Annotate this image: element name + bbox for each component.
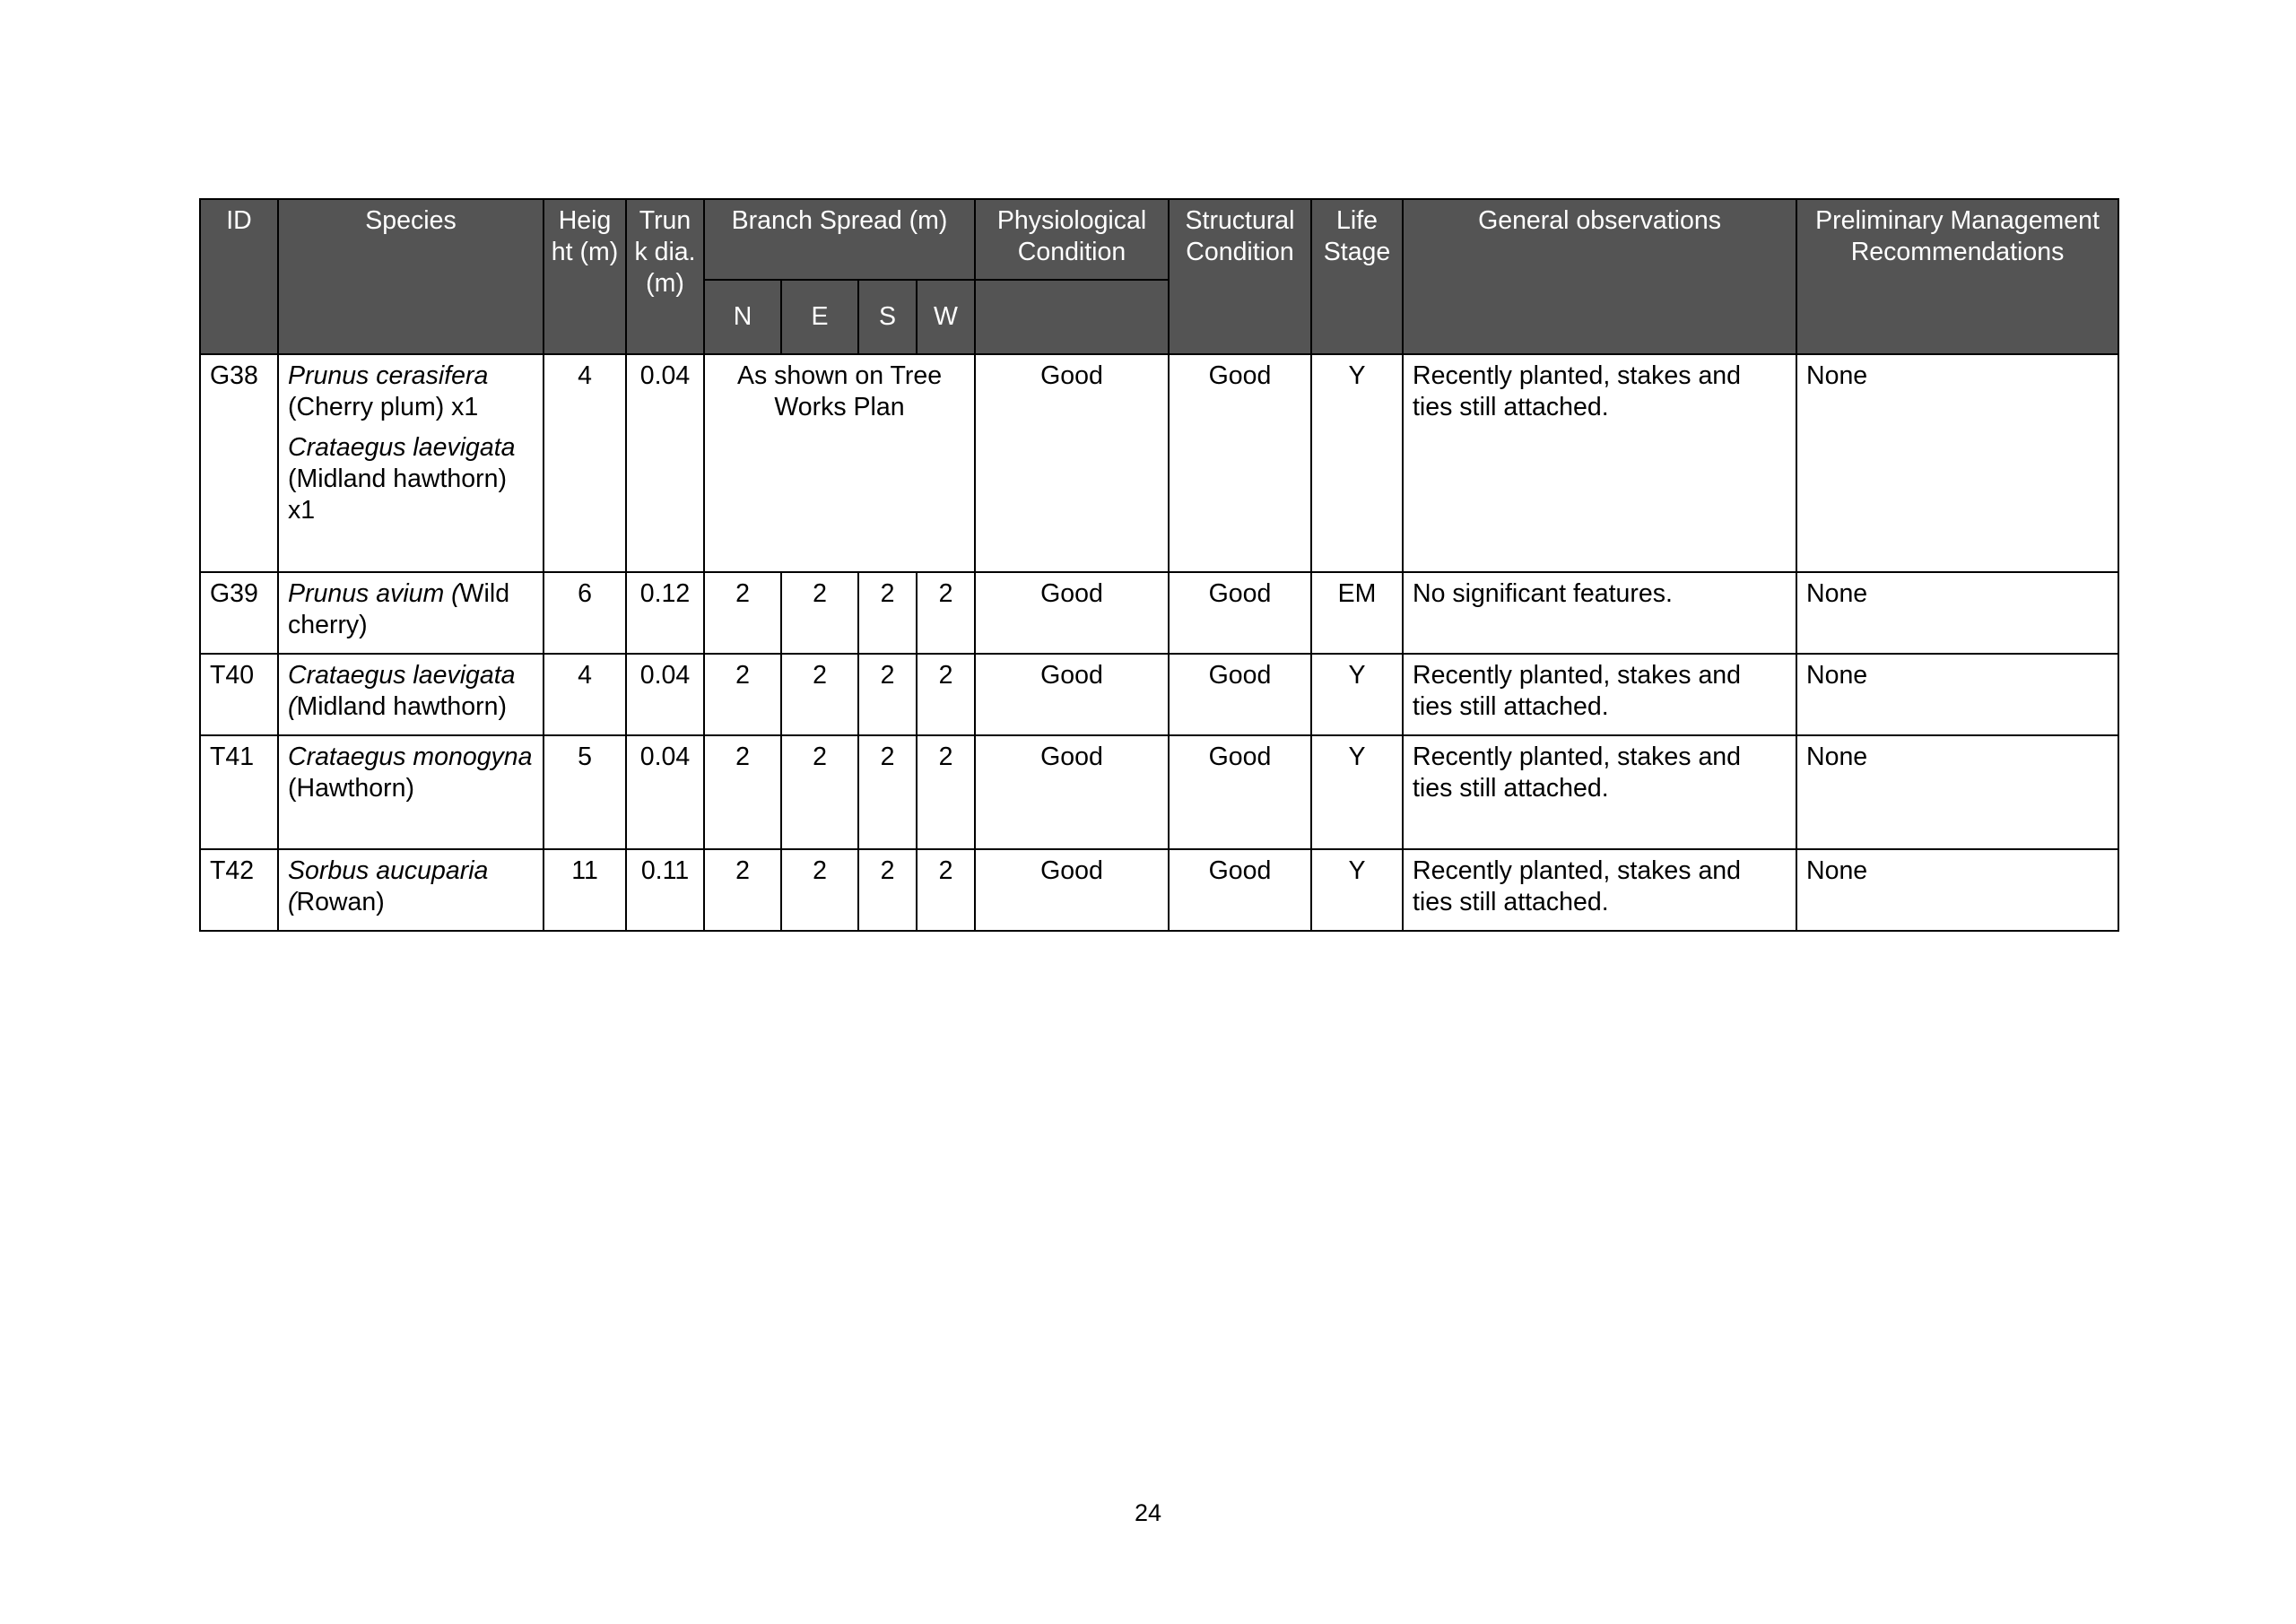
table-row: [200, 849, 2118, 931]
cell-spread-e: 2: [781, 654, 858, 735]
species-common: Midland hawthorn): [296, 692, 507, 721]
cell-observations: No significant features.: [1403, 572, 1796, 654]
cell-physiological: Good: [975, 354, 1169, 572]
cell-spread-s: 2: [858, 849, 917, 931]
cell-recommendations: None: [1796, 354, 2118, 572]
cell-spread-s: 2: [858, 654, 917, 735]
cell-id: T41: [200, 735, 278, 849]
species-latin: Crataegus laevigata (: [288, 661, 516, 721]
cell-life-stage: Y: [1311, 354, 1403, 572]
cell-recommendations: None: [1796, 572, 2118, 654]
header-physiological-condition: Physiological Condition: [975, 199, 1169, 280]
cell-spread-s: 2: [858, 572, 917, 654]
header-species: Species: [278, 199, 544, 354]
cell-structural: Good: [1169, 572, 1311, 654]
cell-recommendations: None: [1796, 735, 2118, 849]
table-row: [200, 572, 2118, 654]
cell-height: 11: [544, 849, 626, 931]
cell-physiological: Good: [975, 735, 1169, 849]
cell-structural: Good: [1169, 735, 1311, 849]
cell-spread-e: 2: [781, 572, 858, 654]
cell-observations: Recently planted, stakes and ties still attached.: [1403, 849, 1796, 931]
species-latin: Sorbus aucuparia (: [288, 856, 489, 916]
header-general-observations: General observations: [1403, 199, 1796, 354]
cell-trunk: 0.04: [626, 735, 704, 849]
table-row: [200, 654, 2118, 735]
species-latin: Prunus avium (: [288, 579, 460, 608]
header-spread-n: N: [704, 280, 781, 354]
page-number: 24: [1134, 1499, 1162, 1526]
cell-id: G38: [200, 354, 278, 572]
species-common: Rowan): [296, 888, 385, 916]
header-height: Heig ht (m): [544, 199, 626, 354]
cell-height: 4: [544, 354, 626, 572]
cell-spread-n: 2: [704, 735, 781, 849]
header-id: ID: [200, 199, 278, 354]
cell-spread-n: 2: [704, 849, 781, 931]
cell-id: G39: [200, 572, 278, 654]
cell-spread-w: 2: [917, 654, 975, 735]
cell-physiological: Good: [975, 849, 1169, 931]
cell-id: T40: [200, 654, 278, 735]
header-row: [200, 199, 2118, 280]
cell-life-stage: Y: [1311, 849, 1403, 931]
header-branch-spread: Branch Spread (m): [704, 199, 975, 280]
cell-spread-n: 2: [704, 572, 781, 654]
cell-id: T42: [200, 849, 278, 931]
header-physiological-blank: [975, 280, 1169, 354]
species-latin: Prunus cerasifera: [288, 361, 489, 390]
cell-physiological: Good: [975, 654, 1169, 735]
species-entry: [288, 432, 534, 526]
cell-spread-w: 2: [917, 572, 975, 654]
header-structural-condition: Structural Condition: [1169, 199, 1311, 354]
species-entry: [288, 360, 534, 423]
cell-height: 5: [544, 735, 626, 849]
cell-trunk: 0.04: [626, 354, 704, 572]
cell-life-stage: Y: [1311, 735, 1403, 849]
cell-species: [278, 654, 544, 735]
cell-spread-s: 2: [858, 735, 917, 849]
species-common: (Midland hawthorn) x1: [288, 465, 507, 525]
species-latin: Crataegus monogyna: [288, 743, 533, 771]
cell-observations: Recently planted, stakes and ties still attached.: [1403, 654, 1796, 735]
cell-spread-e: 2: [781, 735, 858, 849]
table-row: [200, 354, 2118, 572]
cell-spread-e: 2: [781, 849, 858, 931]
header-spread-w: W: [917, 280, 975, 354]
header-management-recommendations: Preliminary Management Recommendations: [1796, 199, 2118, 354]
tree-survey-table: [199, 198, 2119, 932]
cell-observations: Recently planted, stakes and ties still attached.: [1403, 735, 1796, 849]
cell-life-stage: Y: [1311, 654, 1403, 735]
species-common: Wild cherry): [288, 579, 510, 639]
cell-species: [278, 572, 544, 654]
cell-spread-note: As shown on Tree Works Plan: [704, 354, 975, 572]
cell-structural: Good: [1169, 354, 1311, 572]
cell-trunk: 0.12: [626, 572, 704, 654]
header-spread-e: E: [781, 280, 858, 354]
cell-height: 6: [544, 572, 626, 654]
cell-life-stage: EM: [1311, 572, 1403, 654]
cell-structural: Good: [1169, 849, 1311, 931]
cell-species: [278, 849, 544, 931]
cell-trunk: 0.11: [626, 849, 704, 931]
cell-height: 4: [544, 654, 626, 735]
cell-spread-n: 2: [704, 654, 781, 735]
species-common: (Hawthorn): [288, 774, 414, 803]
cell-spread-w: 2: [917, 735, 975, 849]
species-latin: Crataegus laevigata: [288, 433, 516, 462]
cell-physiological: Good: [975, 572, 1169, 654]
cell-species: [278, 354, 544, 572]
species-common: (Cherry plum) x1: [288, 393, 479, 421]
header-trunk-diameter: Trun k dia. (m): [626, 199, 704, 354]
cell-recommendations: None: [1796, 654, 2118, 735]
header-spread-s: S: [858, 280, 917, 354]
cell-spread-w: 2: [917, 849, 975, 931]
cell-species: [278, 735, 544, 849]
header-life-stage: Life Stage: [1311, 199, 1403, 354]
table-row: [200, 735, 2118, 849]
cell-observations: Recently planted, stakes and ties still attached.: [1403, 354, 1796, 572]
cell-structural: Good: [1169, 654, 1311, 735]
cell-trunk: 0.04: [626, 654, 704, 735]
cell-recommendations: None: [1796, 849, 2118, 931]
